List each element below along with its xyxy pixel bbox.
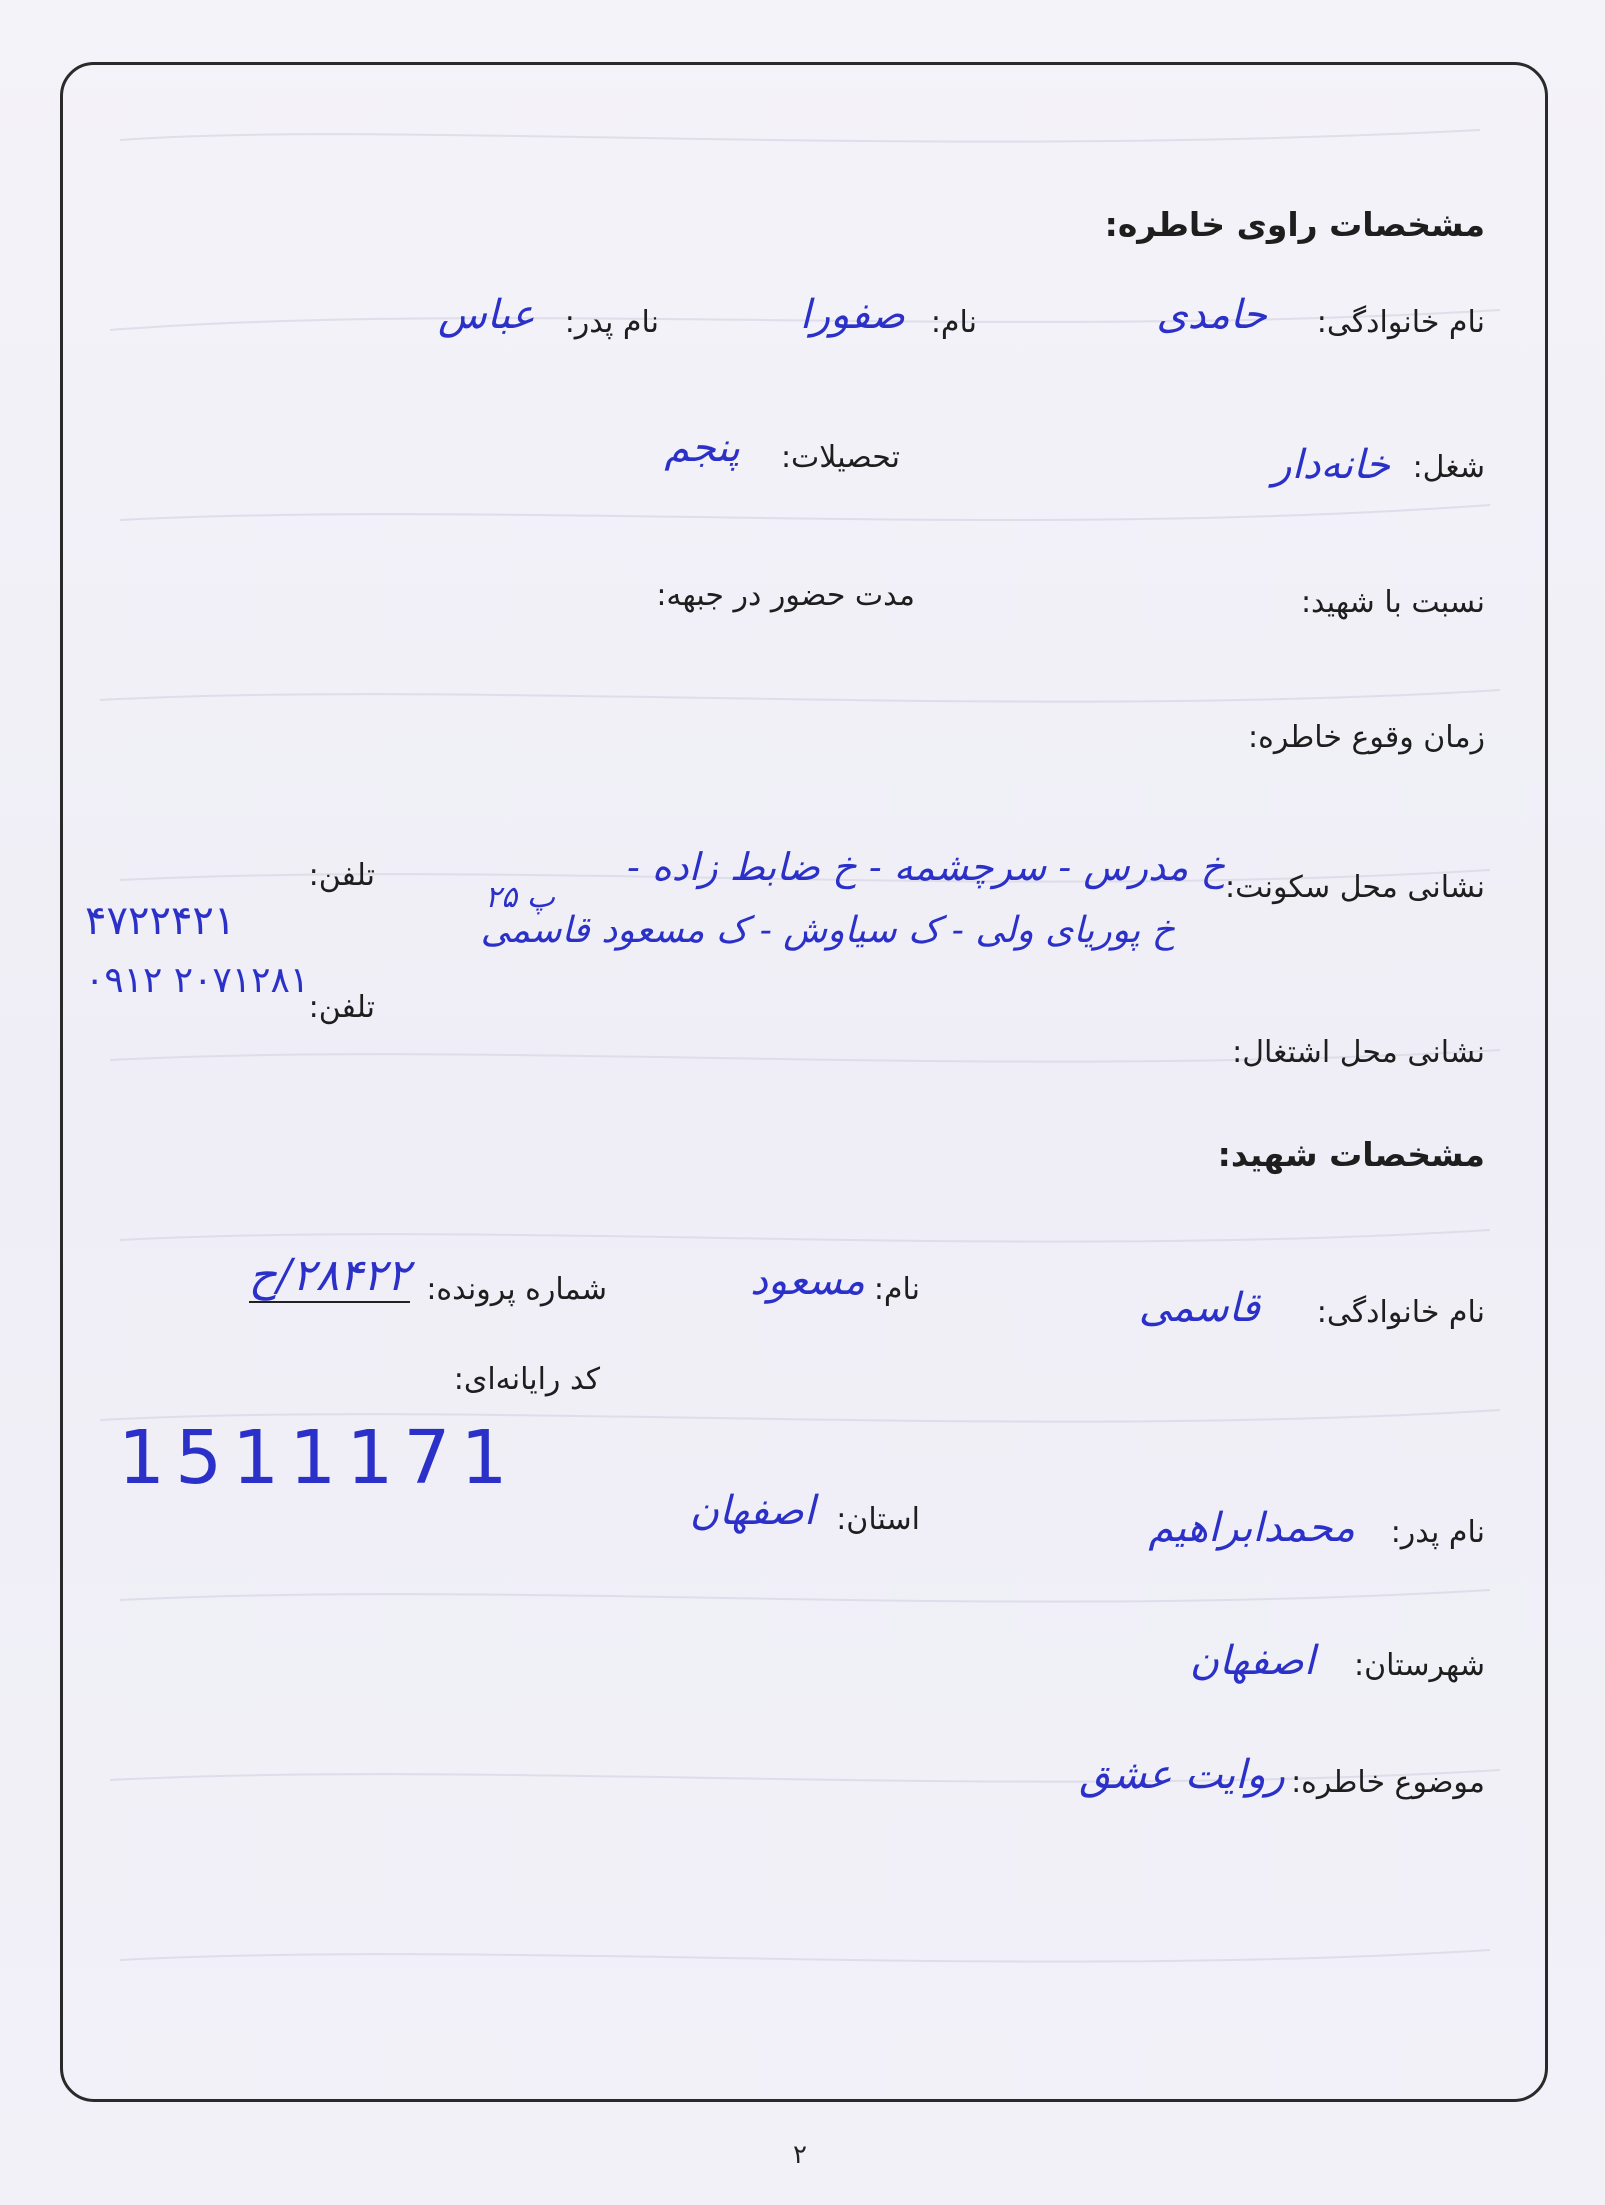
work-phone-label: تلفن:: [308, 990, 375, 1025]
home-phone-value: ۴۷۲۲۴۲۱: [85, 898, 236, 944]
file-number-label: شماره پرونده:: [426, 1272, 607, 1307]
narrator-surname-label: نام خانوادگی:: [1316, 305, 1485, 340]
home-address-line2: خ پوریای ولی - ک سیاوش - ک مسعود قاسمی: [480, 910, 1175, 951]
narrator-education-value: پنجم: [664, 425, 740, 471]
narrator-father-value: عباس: [438, 292, 535, 338]
martyr-surname-label: نام خانوادگی:: [1316, 1295, 1485, 1330]
martyr-name-label: نام:: [873, 1272, 920, 1307]
narrator-job-label: شغل:: [1412, 450, 1485, 485]
narrator-job-value: خانه‌دار: [1272, 442, 1390, 488]
martyr-father-label: نام پدر:: [1390, 1515, 1485, 1550]
martyr-surname-value: قاسمی: [1138, 1285, 1260, 1331]
home-phone-label: تلفن:: [308, 858, 375, 893]
narrator-heading: مشخصات راوی خاطره:: [1104, 205, 1485, 244]
martyr-father-value: محمدابراهیم: [1148, 1505, 1355, 1551]
memory-time-label: زمان وقوع خاطره:: [1248, 720, 1485, 755]
relation-label: نسبت با شهید:: [1300, 585, 1485, 620]
city-value: اصفهان: [1189, 1638, 1315, 1684]
front-duration-label: مدت حضور در جبهه:: [656, 578, 915, 613]
province-label: استان:: [836, 1502, 920, 1537]
computer-code-label: کد رایانه‌ای:: [453, 1362, 600, 1397]
mobile-value: ۰۹۱۲ ۲۰۷۱۲۸۱: [85, 960, 310, 1001]
computer-code-value: 1511171: [118, 1415, 518, 1501]
martyr-heading: مشخصات شهید:: [1217, 1135, 1485, 1174]
province-value: اصفهان: [689, 1488, 815, 1534]
plaque-value: پ ۲۵: [484, 880, 555, 915]
narrator-name-label: نام:: [930, 305, 977, 340]
home-address-line1: خ مدرس - سرچشمه - خ ضابط زاده -: [626, 845, 1225, 889]
work-address-label: نشانی محل اشتغال:: [1232, 1035, 1485, 1070]
home-address-label: نشانی محل سکونت:: [1225, 870, 1485, 905]
martyr-name-value: مسعود: [750, 1258, 865, 1304]
narrator-name-value: صفورا: [799, 292, 905, 338]
page-number: ۲: [793, 2140, 807, 2170]
narrator-father-label: نام پدر:: [564, 305, 659, 340]
city-label: شهرستان:: [1354, 1648, 1485, 1683]
file-number-value: ۲۸۴۲۲/ح: [248, 1250, 410, 1301]
topic-label: موضوع خاطره:: [1291, 1765, 1485, 1800]
narrator-education-label: تحصیلات:: [780, 440, 900, 475]
topic-value: روایت عشق: [1079, 1752, 1285, 1798]
narrator-surname-value: حامدی: [1156, 292, 1267, 338]
